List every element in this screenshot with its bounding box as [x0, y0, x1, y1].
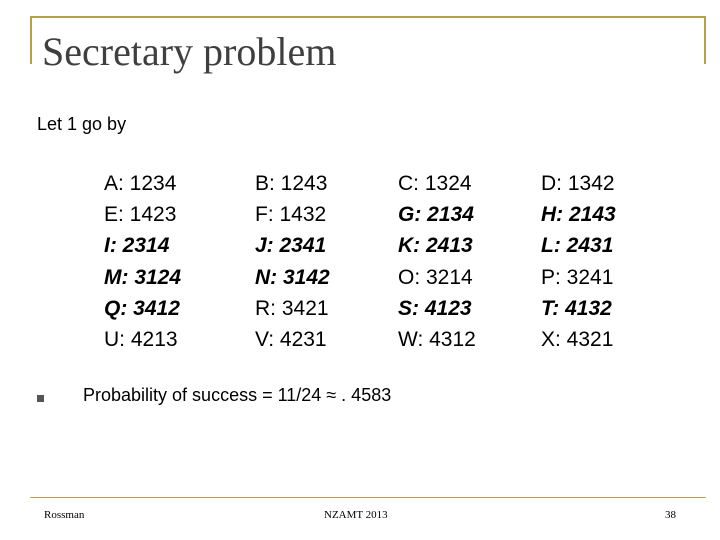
permutation-item-success: G: 2134	[398, 203, 474, 227]
permutation-item: U: 4213	[104, 328, 178, 352]
permutation-item: V: 4231	[255, 328, 327, 352]
permutation-item: C: 1324	[398, 172, 472, 195]
permutation-item-success: H: 2143	[541, 203, 616, 227]
square-bullet-icon	[37, 395, 44, 402]
slide-subtitle: Let 1 go by	[37, 114, 127, 134]
permutation-item-success: M: 3124	[104, 265, 182, 289]
permutation-item: W: 4312	[398, 328, 476, 352]
permutation-column-1	[104, 168, 181, 355]
title-frame-right	[704, 16, 706, 64]
footer-divider	[30, 497, 706, 498]
permutation-column-3	[398, 168, 476, 355]
footer-event: NZAMT 2013	[324, 509, 388, 521]
permutation-column-4	[541, 168, 616, 355]
permutation-item-success: N: 3142	[255, 265, 330, 289]
permutation-item: R: 3421	[255, 296, 329, 320]
permutation-column-2	[255, 168, 330, 355]
permutation-item-success: K: 2413	[398, 234, 473, 258]
footer-author: Rossman	[44, 509, 85, 521]
probability-statement: Probability of success = 11/24 ≈ . 4583	[83, 385, 392, 405]
permutation-item: E: 1423	[104, 203, 177, 227]
permutation-item-success: J: 2341	[255, 234, 327, 258]
slide-title: Secretary problem	[42, 29, 337, 74]
permutation-item: O: 3214	[398, 265, 473, 289]
permutation-item-success: Q: 3412	[104, 296, 180, 320]
permutation-item: D: 1342	[541, 172, 615, 195]
permutation-item: F: 1432	[255, 203, 327, 227]
title-frame-left	[30, 16, 32, 64]
permutation-item-success: L: 2431	[541, 234, 614, 258]
title-frame-top	[30, 16, 706, 18]
permutation-item: B: 1243	[255, 172, 328, 195]
permutation-item-success: T: 4132	[541, 296, 612, 320]
permutation-item: P: 3241	[541, 265, 614, 289]
permutation-item: X: 4321	[541, 328, 614, 352]
permutation-item-success: S: 4123	[398, 296, 472, 320]
permutation-item: A: 1234	[104, 172, 177, 195]
footer-page-number: 38	[665, 509, 676, 521]
permutation-item-success: I: 2314	[104, 234, 170, 258]
